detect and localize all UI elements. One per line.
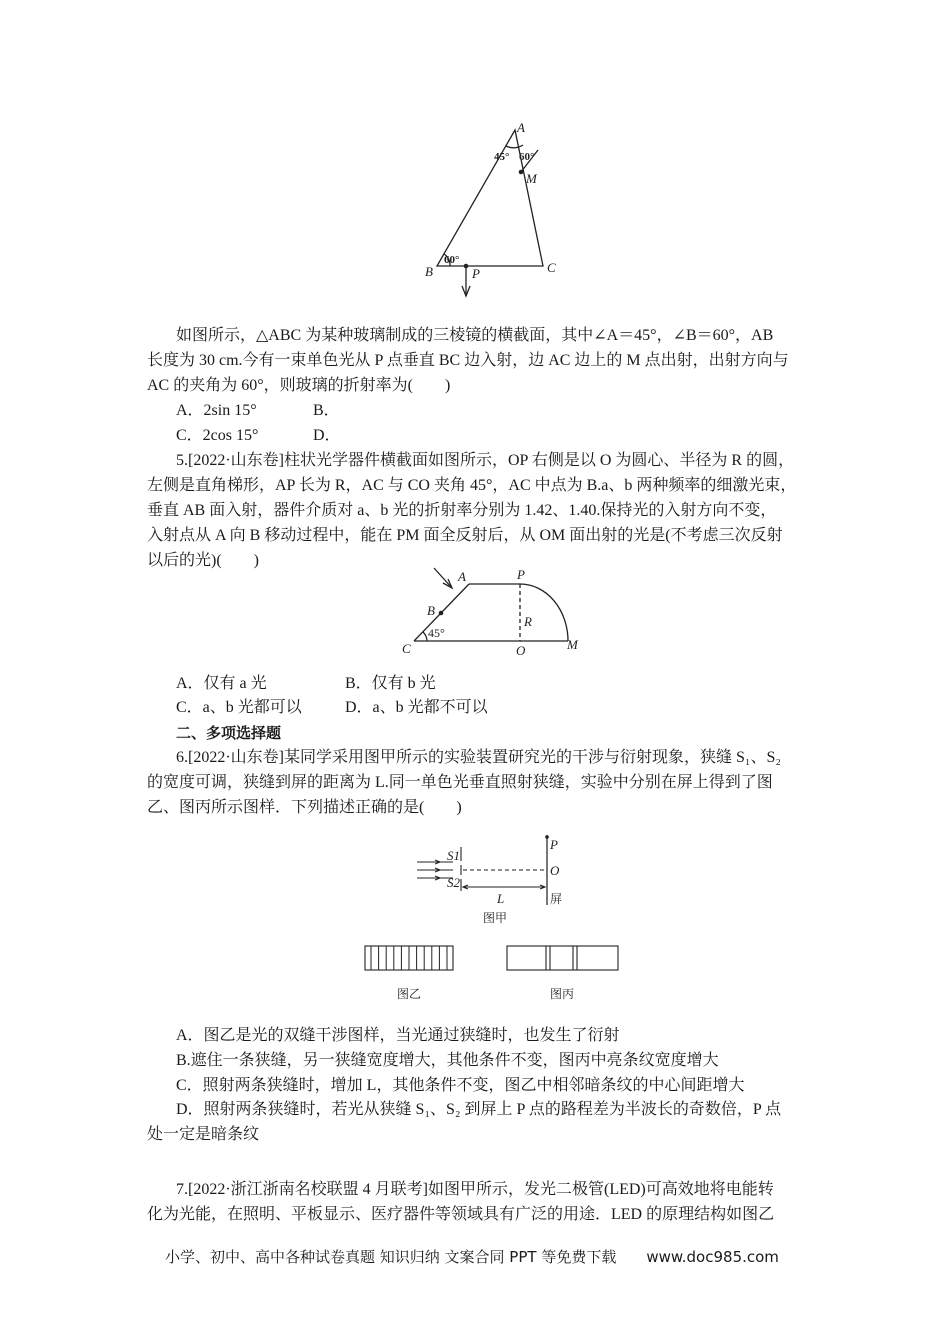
label-o: O bbox=[516, 643, 526, 658]
label-p: P bbox=[550, 837, 558, 852]
q6-option-b: B.遮住一条狭缝，另一狭缝宽度增大，其他条件不变，图丙中亮条纹宽度增大 bbox=[176, 1052, 719, 1069]
double-slit-figure bbox=[355, 835, 625, 1010]
label-a: A bbox=[517, 120, 525, 135]
q4-text-line: 长度为 30 cm.今有一束单色光从 P 点垂直 BC 边入射，边 AC 边上的 M 点出射，出射方向与 bbox=[147, 352, 789, 369]
caption-fig-jia: 图甲 bbox=[483, 911, 508, 925]
label-r: R bbox=[524, 614, 532, 629]
q7-text-line: 化为光能，在照明、平板显示、医疗器件等领域具有广泛的用途．LED 的原理结构如图乙 bbox=[147, 1206, 775, 1223]
label-p: P bbox=[472, 266, 480, 281]
q5-text-line: 垂直 AB 面入射，器件介质对 a、b 光的折射率分别为 1.42、1.40.保持光的入射方向不变， bbox=[147, 502, 777, 519]
q5-option-c: C．a、b 光都可以 bbox=[176, 699, 302, 716]
label-m: M bbox=[567, 637, 578, 652]
label-b: B bbox=[425, 264, 433, 279]
q6-text-line: 乙、图丙所示图样．下列描述正确的是( ) bbox=[147, 799, 462, 816]
label-a: A bbox=[458, 569, 466, 584]
label-c: C bbox=[402, 641, 411, 656]
q4-option-d: D． bbox=[313, 427, 341, 444]
label-c: C bbox=[547, 260, 556, 275]
q5-text-line: 左侧是直角梯形，AP 长为 R，AC 与 CO 夹角 45°，AC 中点为 B.a、b 两种频率的细激光束， bbox=[147, 477, 797, 494]
footer-url[interactable]: www.doc985.com bbox=[646, 1248, 779, 1266]
optical-device-figure bbox=[400, 565, 600, 660]
label-b: B bbox=[427, 603, 435, 618]
angle-label: 45° bbox=[428, 626, 445, 640]
label-m: M bbox=[526, 171, 537, 186]
footer bbox=[165, 1246, 779, 1267]
caption-fig-bing: 图丙 bbox=[550, 987, 575, 1001]
label-s2: S2 bbox=[447, 875, 460, 890]
q5-text-line: 以后的光)( ) bbox=[147, 552, 259, 569]
q4-text-line: 如图所示，△ABC 为某种玻璃制成的三棱镜的横截面，其中∠A＝45°，∠B＝60°，AB bbox=[176, 327, 774, 344]
angle-b-label: 60° bbox=[444, 254, 460, 266]
caption-fig-yi: 图乙 bbox=[397, 987, 422, 1001]
q6-text-line: 的宽度可调，狭缝到屏的距离为 L.同一单色光垂直照射狭缝，实验中分别在屏上得到了图 bbox=[147, 774, 773, 791]
q5-option-b: B．仅有 b 光 bbox=[345, 675, 436, 692]
q5-text-line: 5.[2022·山东卷]柱状光学器件横截面如图所示，OP 右侧是以 O 为圆心、半径为 R 的圆， bbox=[176, 452, 795, 469]
q6-text-line: 6.[2022·山东卷]某同学采用图甲所示的实验装置研究光的干涉与衍射现象，狭缝 S₁、S₂ bbox=[176, 749, 781, 766]
q6-option-a: A．图乙是光的双缝干涉图样，当光通过狭缝时，也发生了衍射 bbox=[176, 1027, 620, 1044]
q5-text-line: 入射点从 A 向 B 移动过程中，能在 PM 面全反射后，从 OM 面出射的光是(不考虑三次反射 bbox=[147, 527, 783, 544]
q4-text-line: AC 的夹角为 60°，则玻璃的折射率为( ) bbox=[147, 377, 451, 394]
footer-text: 小学、初中、高中各种试卷真题 知识归纳 文案合同 PPT 等免费下载 bbox=[165, 1248, 617, 1266]
q5-option-d: D．a、b 光都不可以 bbox=[345, 699, 488, 716]
q7-text-line: 7.[2022·浙江浙南名校联盟 4 月联考]如图甲所示，发光二极管(LED)可高效地将电能转 bbox=[176, 1181, 774, 1198]
angle-a-label: 45° bbox=[494, 151, 510, 163]
q6-option-d-cont: 处一定是暗条纹 bbox=[147, 1126, 260, 1143]
q4-option-c: C．2cos 15° bbox=[176, 427, 259, 444]
q6-option-c: C．照射两条狭缝时，增加 L，其他条件不变，图乙中相邻暗条纹的中心间距增大 bbox=[176, 1077, 745, 1094]
angle-m-label: 60° bbox=[519, 151, 535, 163]
prism-triangle-figure bbox=[420, 120, 570, 300]
label-l: L bbox=[497, 891, 505, 906]
label-o: O bbox=[550, 863, 560, 878]
label-p: P bbox=[517, 567, 525, 582]
section-heading: 二、多项选择题 bbox=[176, 724, 282, 742]
label-screen: 屏 bbox=[550, 892, 563, 906]
q6-option-d: D．照射两条狭缝时，若光从狭缝 S₁、S₂ 到屏上 P 点的路程差为半波长的奇数倍，P 点 bbox=[176, 1101, 782, 1118]
label-s1: S1 bbox=[447, 848, 460, 863]
q5-option-a: A．仅有 a 光 bbox=[176, 675, 267, 692]
q4-option-b: B． bbox=[313, 402, 340, 419]
q4-option-a: A．2sin 15° bbox=[176, 402, 257, 419]
